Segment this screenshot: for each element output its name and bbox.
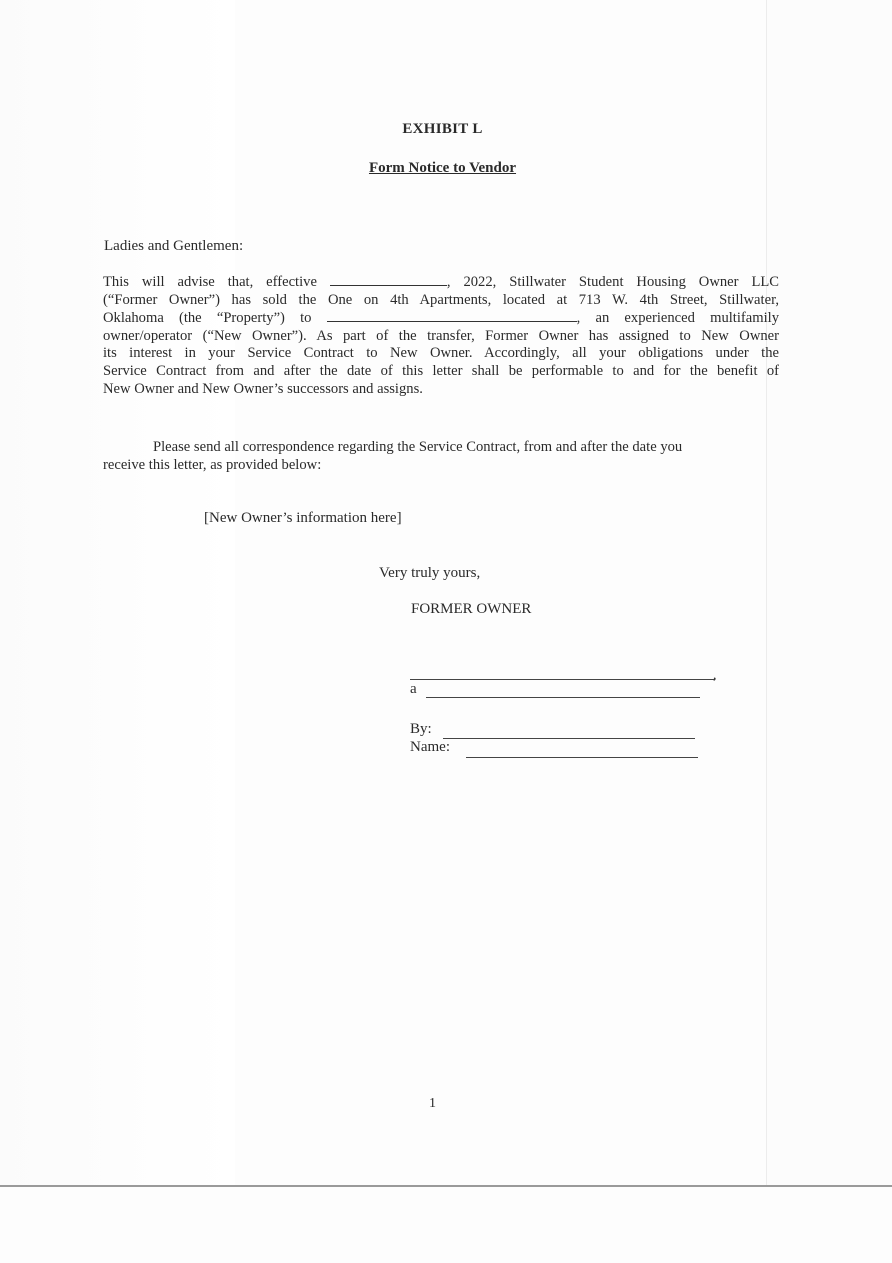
signature-a-label: a — [410, 681, 417, 697]
new-owner-blank — [327, 309, 577, 322]
paragraph-line — [103, 309, 779, 328]
signature-name-line — [466, 757, 698, 758]
paragraph-line: its interest in your Service Contract to New Owner. Accordingly, all your obligations under the — [103, 345, 779, 362]
paragraph-line: receive this letter, as provided below: — [103, 457, 322, 473]
text-fragment: Oklahoma (the “Property”) to — [103, 310, 312, 327]
signature-comma: , — [713, 668, 717, 683]
scan-shading — [0, 0, 235, 1185]
document-subtitle: Form Notice to Vendor — [368, 160, 517, 176]
effective-date-blank — [330, 273, 447, 286]
salutation: Ladies and Gentlemen: — [104, 238, 244, 254]
new-owner-info-placeholder: [New Owner’s information here] — [204, 510, 402, 526]
signature-by-line — [443, 738, 695, 739]
paragraph-line — [103, 273, 779, 292]
paragraph-line: owner/operator (“New Owner”). As part of the transfer, Former Owner has assigned to New Owner — [103, 327, 779, 344]
paragraph-correspondence — [103, 438, 779, 474]
paragraph-notice — [103, 273, 779, 398]
exhibit-title: EXHIBIT L — [402, 121, 483, 137]
text-fragment: , 2022, Stillwater Student Housing Owner LLC — [446, 274, 780, 290]
text-fragment: Please send all correspondence regarding the Service Contract, from and after the date you — [153, 439, 683, 455]
signatory-name: FORMER OWNER — [411, 601, 532, 617]
page-number: 1 — [429, 1096, 436, 1111]
scan-shading-right — [767, 0, 892, 1185]
closing: Very truly yours, — [379, 565, 481, 581]
paragraph-line: New Owner and New Owner’s successors and assigns. — [103, 380, 423, 397]
page-bottom-edge — [0, 1185, 892, 1187]
signature-by-label: By: — [410, 721, 432, 737]
text-fragment: This will advise that, effective — [103, 274, 317, 290]
paragraph-line: Service Contract from and after the date of this letter shall be performable to and for the benefit of — [103, 362, 779, 379]
signature-entity-line — [410, 679, 715, 680]
paragraph-line — [103, 438, 779, 456]
signature-name-label: Name: — [410, 739, 450, 755]
signature-entity-type-line — [426, 697, 700, 698]
scan-edge — [766, 0, 767, 1185]
text-fragment: , an experienced multifamily — [576, 310, 779, 327]
paragraph-line: (“Former Owner”) has sold the One on 4th Apartments, located at 713 W. 4th Street, Stillwater, — [103, 291, 779, 308]
